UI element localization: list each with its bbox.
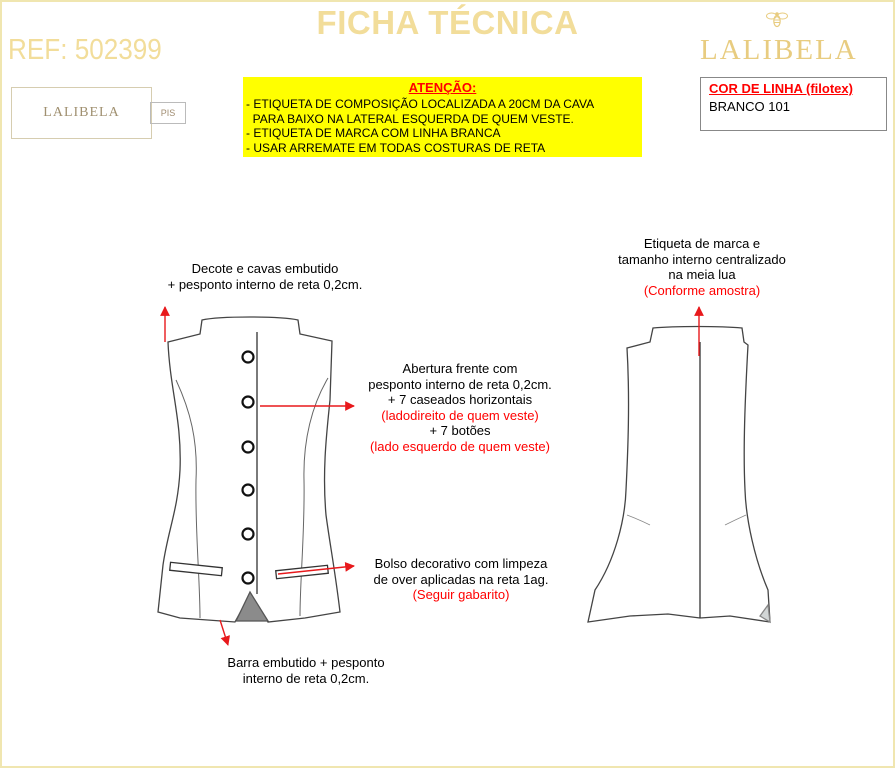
button: [243, 485, 254, 496]
button: [243, 529, 254, 540]
hem-note-line: interno de reta 0,2cm.: [242, 670, 370, 686]
front-opening-note-line: pesponto interno de reta 0,2cm.: [368, 376, 552, 392]
label-note-line: tamanho interno centralizado: [618, 251, 786, 267]
label-note-red: (Conforme amostra): [643, 282, 761, 298]
pocket-note: [343, 556, 579, 603]
attention-line: PARA BAIXO NA LATERAL ESQUERDA DE QUEM VESTE.: [246, 111, 574, 126]
pis-label: PIS: [150, 102, 186, 124]
hem-pointer: [220, 620, 228, 645]
neckline-note-line: Decote e cavas embutido: [191, 261, 339, 276]
pocket-note-line: de over aplicadas na reta 1ag.: [373, 571, 549, 587]
front-opening-note: [340, 361, 580, 454]
button: [243, 442, 254, 453]
thread-color-value: BRANCO 101: [709, 99, 790, 114]
front-opening-note-line: Abertura frente com: [402, 361, 518, 376]
button: [243, 573, 254, 584]
neckline-note-line: + pesponto interno de reta 0,2cm.: [167, 276, 363, 292]
label-note-line: na meia lua: [668, 267, 736, 282]
pocket-note-line: Bolso decorativo com limpeza: [374, 556, 548, 571]
attention-line: - USAR ARREMATE EM TODAS COSTURAS DE RETA: [246, 140, 546, 155]
front-opening-note-line: + 7 botões: [429, 423, 491, 438]
thread-color-title: COR DE LINHA (filotex): [709, 81, 853, 96]
reference-code: REF: 502399: [8, 34, 162, 66]
hem-note-line: Barra embutido + pesponto: [227, 655, 385, 670]
vest-front-drawing: [158, 317, 340, 622]
front-opening-note-red: (ladodireito de quem veste): [381, 407, 539, 423]
front-opening-note-line: + 7 caseados horizontais: [387, 392, 533, 407]
button: [243, 352, 254, 363]
vest-back-outline: [588, 327, 770, 623]
vest-back-drawing: [588, 327, 770, 623]
button: [243, 397, 254, 408]
attention-line: - ETIQUETA DE COMPOSIÇÃO LOCALIZADA A 20CM DA CAVA: [246, 97, 595, 111]
attention-line: - ETIQUETA DE MARCA COM LINHA BRANCA: [246, 126, 501, 140]
pocket-note-red: (Seguir gabarito): [412, 587, 510, 602]
label-note-line: Etiqueta de marca e: [643, 236, 761, 251]
attention-title: ATENÇÃO:: [408, 80, 477, 95]
hem-note: [186, 655, 426, 686]
front-opening-note-red: (lado esquerdo de quem veste): [370, 438, 550, 454]
brand-label-text: LALIBELA: [43, 105, 120, 120]
brand-wordmark: LALIBELA: [700, 34, 858, 66]
page-title: FICHA TÉCNICA: [316, 4, 579, 41]
neckline-note: [140, 261, 390, 292]
label-note: [590, 236, 814, 298]
